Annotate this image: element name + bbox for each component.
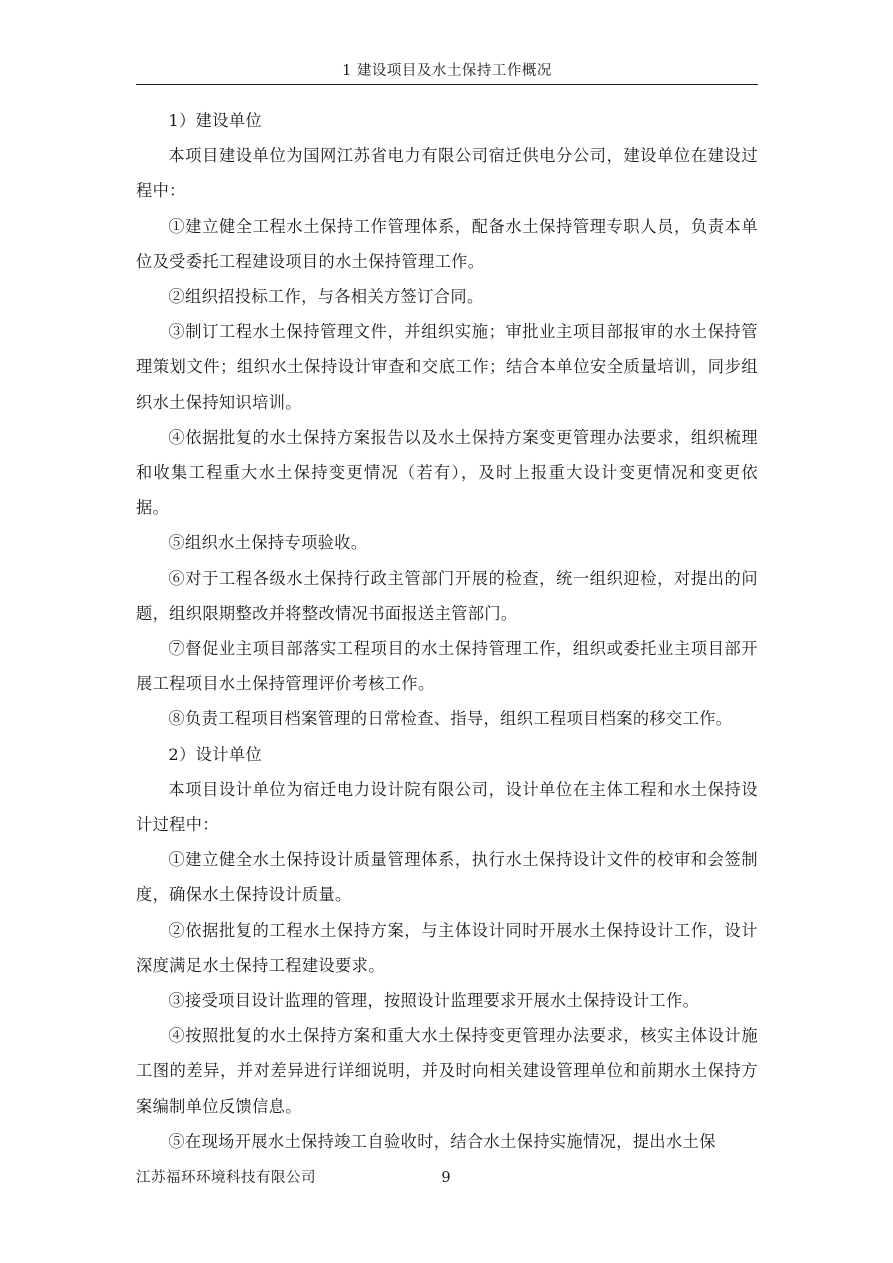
list-item: ⑧负责工程项目档案管理的日常检查、指导，组织工程项目档案的移交工作。 xyxy=(168,709,733,729)
list-item: ③接受项目设计监理的管理，按照设计监理要求开展水土保持设计工作。 xyxy=(168,991,700,1011)
paragraph: 本项目设计单位为宿迁电力设计院有限公司，设计单位在主体工程和水土保持设计过程中： xyxy=(136,779,758,835)
list-item: ②组织招投标工作，与各相关方签订合同。 xyxy=(168,287,484,307)
list-item: ⑤在现场开展水土保持竣工自验收时，结合水土保持实施情况，提出水土保 xyxy=(168,1131,716,1151)
list-item: ①建立健全水土保持设计质量管理体系，执行水土保持设计文件的校审和会签制度，确保水土保持设计质量。 xyxy=(136,850,758,905)
list-item: ①建立健全工程水土保持工作管理体系，配备水土保持管理专职人员，负责本单位及受委托工程建设项目的水土保持管理工作。 xyxy=(136,216,758,271)
section-heading-design-unit: 2）设计单位 xyxy=(168,744,263,764)
list-item: ⑦督促业主项目部落实工程项目的水土保持管理工作，组织或委托业主项目部开展工程项目水土保持管理评价考核工作。 xyxy=(136,639,758,694)
document-body xyxy=(136,103,758,1159)
paragraph: 本项目建设单位为国网江苏省电力有限公司宿迁供电分公司，建设单位在建设过程中： xyxy=(136,146,758,201)
list-item: ②依据批复的工程水土保持方案，与主体设计同时开展水土保持设计工作，设计深度满足水土保持工程建设要求。 xyxy=(136,920,758,975)
list-item: ④按照批复的水土保持方案和重大水土保持变更管理办法要求，核实主体设计施工图的差异，并对差异进行详细说明，并及时向相关建设管理单位和前期水土保持方案编制单位反馈信息。 xyxy=(136,1026,758,1116)
list-item: ③制订工程水土保持管理文件，并组织实施；审批业主项目部报审的水土保持管理策划文件；组织水土保持设计审查和交底工作；结合本单位安全质量培训，同步组织水土保持知识培训。 xyxy=(136,322,758,412)
header-title: 1 建设项目及水土保持工作概况 xyxy=(342,63,552,79)
page-number: 9 xyxy=(441,1170,451,1186)
section-heading-construction-unit: 1）建设单位 xyxy=(168,111,263,130)
list-item: ⑤组织水土保持专项验收。 xyxy=(168,533,368,553)
list-item: ⑥对于工程各级水土保持行政主管部门开展的检查，统一组织迎检，对提出的问题，组织限期整改并将整改情况书面报送主管部门。 xyxy=(136,568,758,623)
page-footer xyxy=(136,1166,758,1190)
list-item: ④依据批复的水土保持方案报告以及水土保持方案变更管理办法要求，组织梳理和收集工程重大水土保持变更情况（若有），及时上报重大设计变更情况和变更依据。 xyxy=(136,427,758,518)
page-header xyxy=(136,58,758,85)
footer-company: 江苏福环环境科技有限公司 xyxy=(136,1170,316,1186)
